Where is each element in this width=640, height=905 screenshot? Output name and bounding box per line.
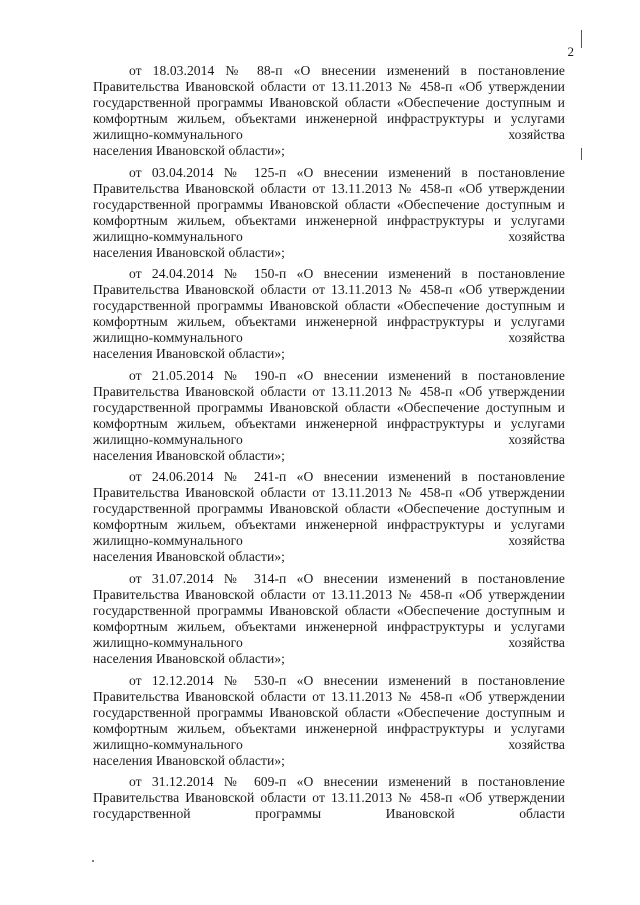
paragraph-text: от 03.04.2014 № 125-п «О внесении изменений в постановление Правительства Ивановской области от 13.11.2013 № 458-п «Об утверждении государственной программы Ивановской области «Обеспечение доступным и комфортным жильем, объектами инженерной инфраструктуры и услугами жилищно-коммунального хозяйства — [93, 164, 565, 244]
amendment-paragraph — [93, 266, 565, 362]
paragraph-tail: населения Ивановской области»; — [93, 346, 285, 362]
paragraph-text: от 31.12.2014 № 609-п «О внесении изменений в постановление Правительства Ивановской области от 13.11.2013 № 458-п «Об утверждении государственной программы Ивановской области — [93, 774, 565, 822]
paragraph-text: от 18.03.2014 № 88-п «О внесении изменений в постановление Правительства Ивановской области от 13.11.2013 № 458-п «Об утверждении государственной программы Ивановской области «Обеспечение доступным и комфортным жильем, объектами инженерной инфраструктуры и услугами жилищно-коммунального хозяйства — [93, 63, 565, 142]
paragraph-tail: населения Ивановской области»; — [93, 244, 285, 260]
amendment-paragraph — [93, 673, 565, 769]
paragraph-tail: населения Ивановской области»; — [93, 549, 285, 565]
amendment-paragraph — [93, 63, 565, 159]
amendment-paragraph — [93, 469, 565, 565]
paragraph-tail: населения Ивановской области»; — [93, 447, 285, 463]
paragraph-text: от 31.07.2014 № 314-п «О внесении изменений в постановление Правительства Ивановской области от 13.11.2013 № 458-п «Об утверждении государственной программы Ивановской области «Обеспечение доступным и комфортным жильем, объектами инженерной инфраструктуры и услугами жилищно-коммунального хозяйства — [93, 570, 565, 650]
amendment-paragraph — [93, 774, 565, 822]
paragraph-tail: населения Ивановской области»; — [93, 650, 285, 666]
amendment-paragraph — [93, 165, 565, 261]
amendment-paragraph — [93, 571, 565, 667]
paragraph-text: от 24.06.2014 № 241-п «О внесении изменений в постановление Правительства Ивановской области от 13.11.2013 № 458-п «Об утверждении государственной программы Ивановской области «Обеспечение доступным и комфортным жильем, объектами инженерной инфраструктуры и услугами жилищно-коммунального хозяйства — [93, 469, 565, 549]
paragraph-tail: населения Ивановской области»; — [93, 143, 285, 158]
scan-artifact-mark — [581, 30, 582, 48]
paragraph-text: от 21.05.2014 № 190-п «О внесении изменений в постановление Правительства Ивановской области от 13.11.2013 № 458-п «Об утверждении государственной программы Ивановской области «Обеспечение доступным и комфортным жильем, объектами инженерной инфраструктуры и услугами жилищно-коммунального хозяйства — [93, 367, 565, 447]
amendment-paragraph — [93, 368, 565, 464]
paragraph-tail: населения Ивановской области»; — [93, 752, 285, 768]
paragraph-text: от 24.04.2014 № 150-п «О внесении изменений в постановление Правительства Ивановской области от 13.11.2013 № 458-п «Об утверждении государственной программы Ивановской области «Обеспечение доступным и комфортным жильем, объектами инженерной инфраструктуры и услугами жилищно-коммунального хозяйства — [93, 266, 565, 346]
paragraph-text: от 12.12.2014 № 530-п «О внесении изменений в постановление Правительства Ивановской области от 13.11.2013 № 458-п «Об утверждении государственной программы Ивановской области «Обеспечение доступным и комфортным жильем, объектами инженерной инфраструктуры и услугами жилищно-коммунального хозяйства — [93, 672, 565, 752]
page-number: 2 — [567, 44, 574, 59]
scan-artifact-mark — [581, 148, 582, 160]
scan-artifact-dot — [92, 860, 94, 862]
document-body — [93, 63, 565, 822]
